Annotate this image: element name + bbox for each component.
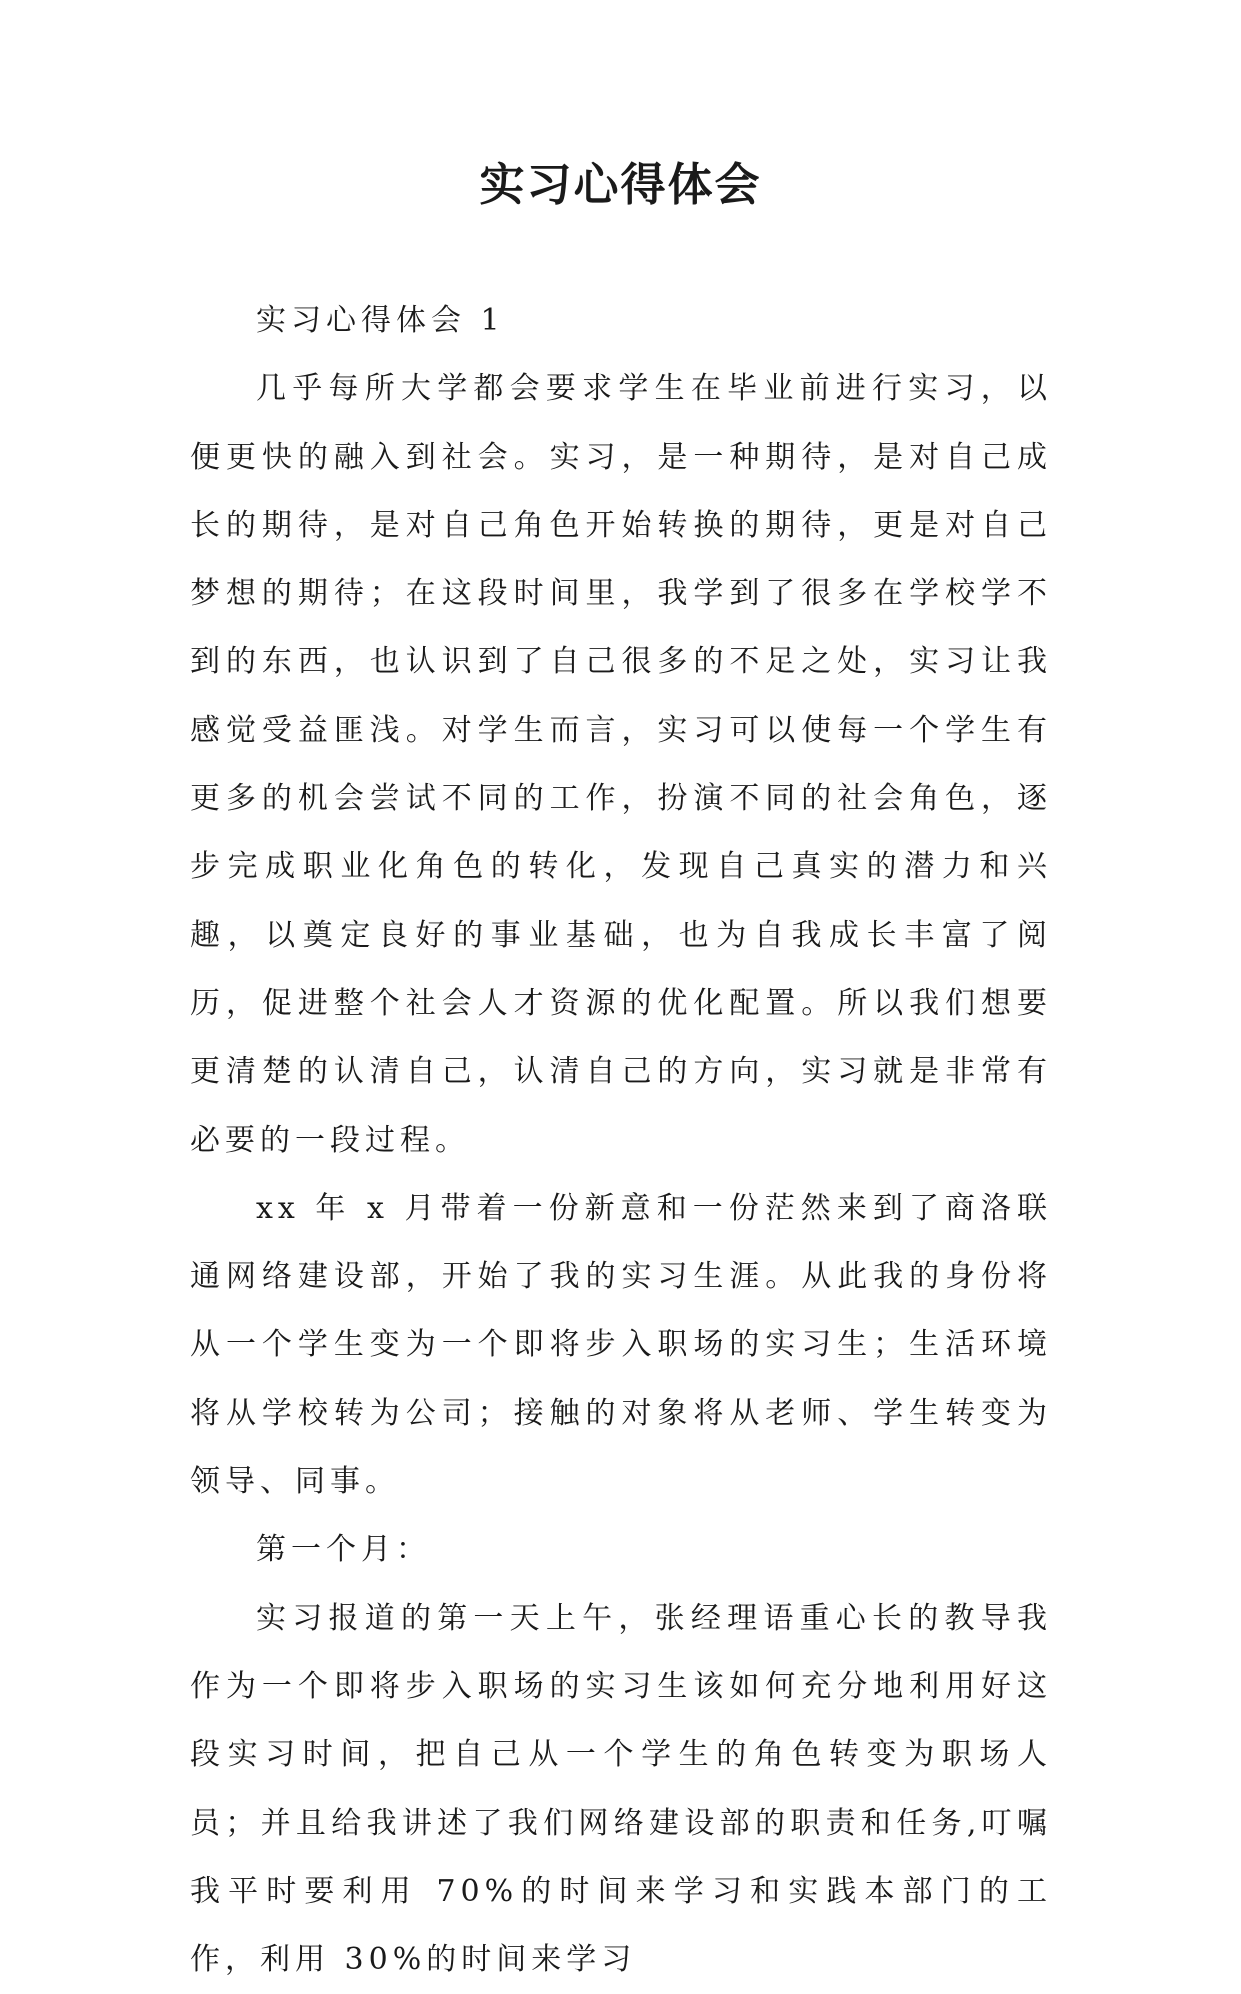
paragraph-first-day: 实习报道的第一天上午，张经理语重心长的教导我作为一个即将步入职场的实习生该如何充分地利用好这段实习时间，把自己从一个学生的角色转变为职场人员；并且给我讲述了我们网络建设部的职责和任务,叮嘱我平时要利用 70%的时间来学习和实践本部门的工作，利用 30%的时间来学习 [190,1600,1052,1978]
paragraph-intro: 几乎每所大学都会要求学生在毕业前进行实习，以便更快的融入到社会。实习，是一种期待，是对自己成长的期待，是对自己角色开始转换的期待，更是对自己梦想的期待；在这段时间里，我学到了很多在学校学不到的东西，也认识到了自己很多的不足之处，实习让我感觉受益匪浅。对学生而言，实习可以使每一个学生有更多的机会尝试不同的工作，扮演不同的社会角色，逐步完成职业化角色的转化，发现自己真实的潜力和兴趣，以奠定良好的事业基础，也为自我成长丰富了阅历，促进整个社会人才资源的优化配置。所以我们想要更清楚的认清自己，认清自己的方向，实习就是非常有必要的一段过程。 [190,371,1052,1158]
section-heading: 实习心得体会 1 [256,303,505,338]
subheading-first-month: 第一个月： [256,1532,431,1568]
paragraph-arrival: xx 年 x 月带着一份新意和一份茫然来到了商洛联通网络建设部，开始了我的实习生涯。从此我的身份将从一个学生变为一个即将步入职场的实习生；生活环境将从学校转为公司；接触的对象将从老师、学生转变为领导、同事。 [190,1190,1052,1500]
document-title: 实习心得体会 [479,158,762,211]
document-body [190,287,1052,1994]
